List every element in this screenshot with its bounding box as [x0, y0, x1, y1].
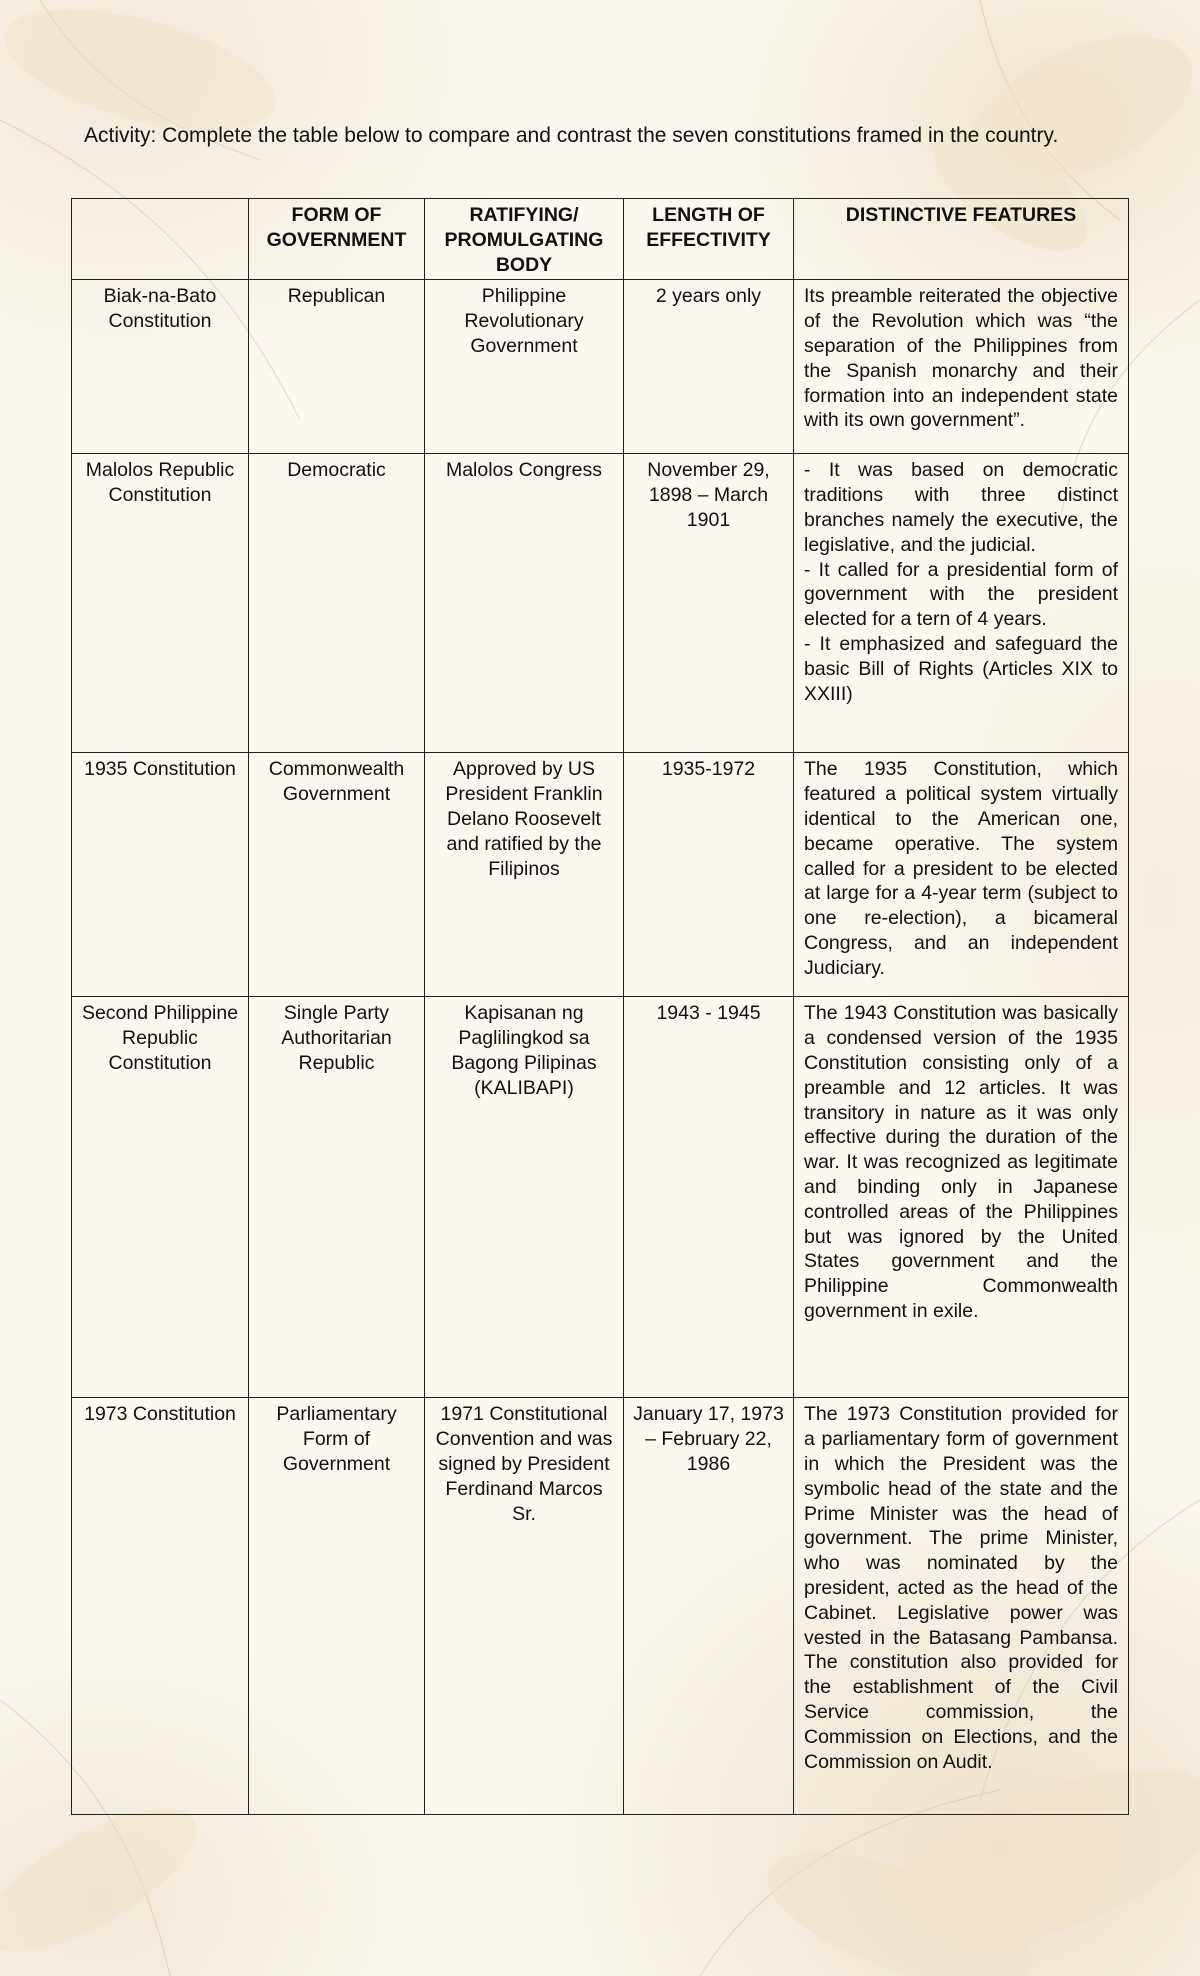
length-of-effectivity: January 17, 1973 – February 22, 1986 — [624, 1398, 794, 1815]
feature-text: The 1973 Constitution provided for a parliamentary form of government in which the President was the symbolic head of the state and the Prime Minister was the head of government. The prime Minister, who was nominated by the president, acted as the head of the Cabinet. Legislative power was vested in the Batasang Pambansa. The constitution also provided for the establishment of the Civil Service commission, the Commission on Elections, and the Commission on Audit. — [804, 1403, 1118, 1773]
distinctive-features — [794, 997, 1129, 1398]
activity-instruction: Activity: Complete the table below to compare and contrast the seven constitutions framed in the country. — [84, 124, 1059, 147]
feature-text: - It called for a presidential form of government with the president elected for a tern of 4 years. — [804, 558, 1118, 631]
ratifying-body: 1971 Constitutional Convention and was signed by President Ferdinand Marcos Sr. — [425, 1398, 624, 1815]
constitution-name: 1973 Constitution — [72, 1398, 249, 1815]
header-distinctive-features: DISTINCTIVE FEATURES — [794, 199, 1129, 280]
table-row — [72, 1398, 1129, 1815]
constitutions-comparison-table — [71, 198, 1129, 1815]
length-of-effectivity: 2 years only — [624, 280, 794, 454]
constitution-name: Second Philippine Republic Constitution — [72, 997, 249, 1398]
table-header-row — [72, 199, 1129, 280]
table-row — [72, 753, 1129, 997]
table-row — [72, 997, 1129, 1398]
ratifying-body: Malolos Congress — [425, 454, 624, 753]
feature-text: Its preamble reiterated the objective of the Revolution which was “the separation of the Philippines from the Spanish monarchy and their formation into an independent state with its own government”. — [804, 285, 1118, 432]
feature-text: - It was based on democratic traditions with three distinct branches namely the executive, the legislative, and the judicial. — [804, 459, 1118, 556]
form-of-government: Democratic — [249, 454, 425, 753]
distinctive-features — [794, 280, 1129, 454]
constitution-name: Biak-na-Bato Constitution — [72, 280, 249, 454]
header-form-of-government: FORM OF GOVERNMENT — [249, 199, 425, 280]
length-of-effectivity: 1943 - 1945 — [624, 997, 794, 1398]
feature-text: - It emphasized and safeguard the basic Bill of Rights (Articles XIX to XXIII) — [804, 632, 1118, 705]
feature-text: The 1935 Constitution, which featured a political system virtually identical to the American one, became operative. The system called for a president to be elected at large for a 4-year term (subject to one re-election), a bicameral Congress, and an independent Judiciary. — [804, 758, 1118, 979]
length-of-effectivity: 1935-1972 — [624, 753, 794, 997]
constitution-name: Malolos Republic Constitution — [72, 454, 249, 753]
distinctive-features — [794, 753, 1129, 997]
header-ratifying-body: RATIFYING/ PROMULGATING BODY — [425, 199, 624, 280]
header-constitution — [72, 199, 249, 280]
form-of-government: Parliamentary Form of Government — [249, 1398, 425, 1815]
constitution-name: 1935 Constitution — [72, 753, 249, 997]
distinctive-features — [794, 1398, 1129, 1815]
form-of-government: Single Party Authoritarian Republic — [249, 997, 425, 1398]
form-of-government: Republican — [249, 280, 425, 454]
ratifying-body: Philippine Revolutionary Government — [425, 280, 624, 454]
ratifying-body: Kapisanan ng Paglilingkod sa Bagong Pilipinas (KALIBAPI) — [425, 997, 624, 1398]
form-of-government: Commonwealth Government — [249, 753, 425, 997]
ratifying-body: Approved by US President Franklin Delano Roosevelt and ratified by the Filipinos — [425, 753, 624, 997]
feature-text: The 1943 Constitution was basically a condensed version of the 1935 Constitution consisting only of a preamble and 12 articles. It was transitory in nature as it was only effective during the duration of the war. It was recognized as legitimate and binding only in Japanese controlled areas of the Philippines but was ignored by the United States government and the Philippine Commonwealth government in exile. — [804, 1002, 1118, 1322]
distinctive-features — [794, 454, 1129, 753]
header-length-of-effectivity: LENGTH OF EFFECTIVITY — [624, 199, 794, 280]
table-row — [72, 454, 1129, 753]
table-row — [72, 280, 1129, 454]
length-of-effectivity: November 29, 1898 – March 1901 — [624, 454, 794, 753]
